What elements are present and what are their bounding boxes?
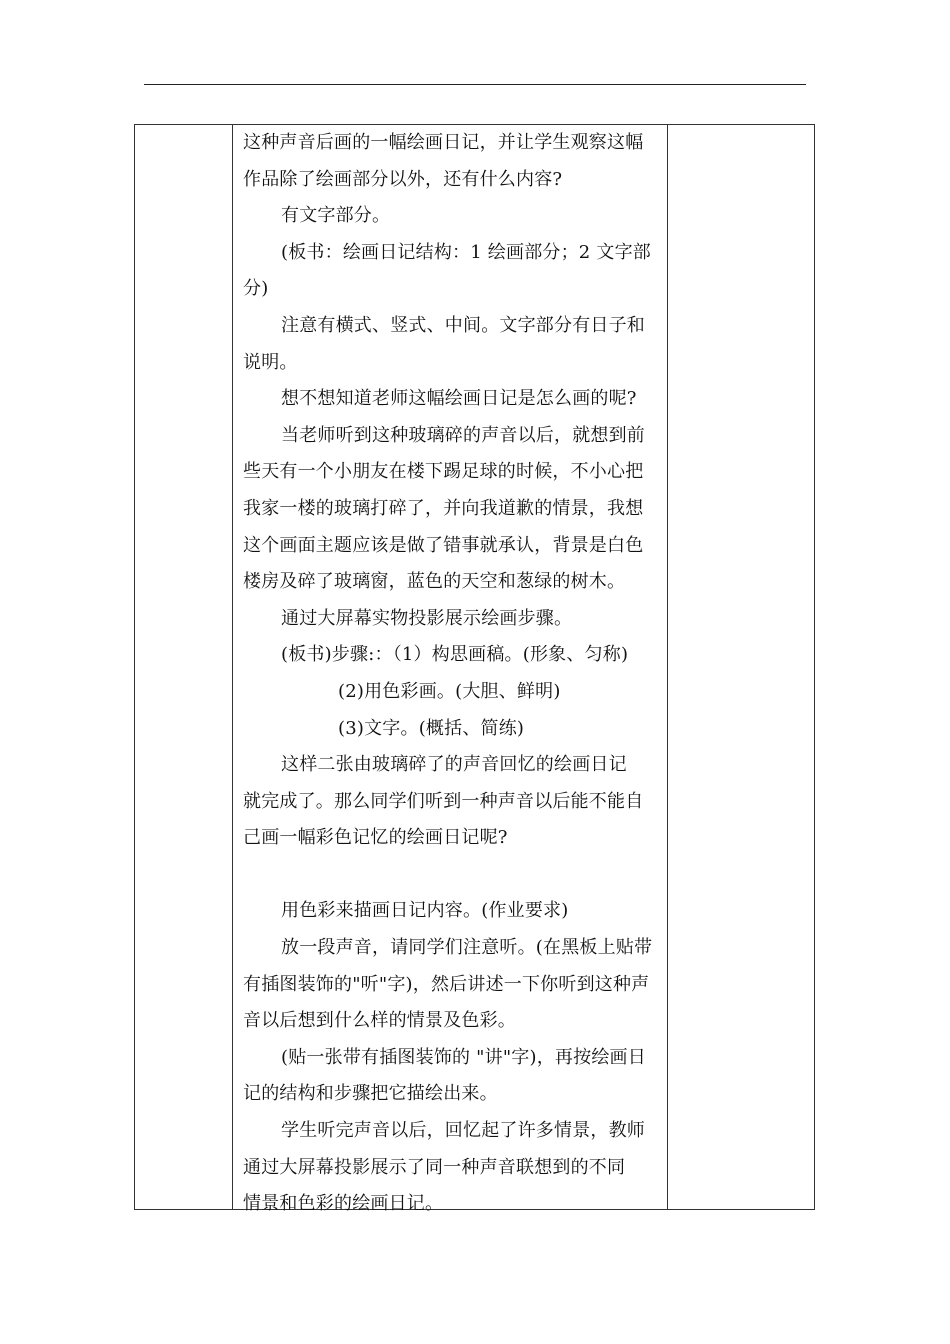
text-line: 我家一楼的玻璃打碎了，并向我道歉的情景，我想 (243, 497, 644, 519)
teaching-process-cell (243, 125, 661, 1223)
text-line: 情景和色彩的绘画日记。 (243, 1193, 444, 1215)
blank-line (243, 857, 661, 894)
text-line: 记的结构和步骤把它描绘出来。 (243, 1083, 498, 1105)
text-line: 楼房及碎了玻璃窗，蓝色的天空和葱绿的树木。 (243, 571, 626, 593)
text-line: 有文字部分。 (281, 205, 391, 227)
text-line: (板书)步骤:：（1）构思画稿。(形象、匀称) (281, 644, 629, 666)
text-line: (贴一张带有插图装饰的 "讲"字)，再按绘画日 (281, 1046, 646, 1068)
lesson-table (134, 124, 815, 1215)
text-line: 想不想知道老师这幅绘画日记是怎么画的呢? (281, 388, 637, 410)
text-line: 这种声音后画的一幅绘画日记，并让学生观察这幅 (243, 132, 644, 153)
text-line: 作品除了绘画部分以外，还有什么内容? (243, 168, 563, 190)
text-line: 就完成了。那么同学们听到一种声音以后能不能自 (243, 790, 644, 812)
text-line: 有插图装饰的"听"字)，然后讲述一下你听到这种声 (243, 973, 650, 995)
text-line: 学生听完声音以后，回忆起了许多情景，教师 (281, 1120, 645, 1142)
text-line: 说明。 (243, 351, 298, 373)
text-line: 这个画面主题应该是做了错事就承认，背景是白色 (243, 534, 644, 556)
text-line: 用色彩来描画日记内容。(作业要求) (281, 900, 569, 922)
text-line: (2)用色彩画。(大胆、鲜明) (338, 680, 561, 702)
text-line: 当老师听到这种玻璃碎的声音以后，就想到前 (281, 424, 645, 446)
column-divider-right (667, 125, 668, 1209)
text-line: 注意有横式、竖式、中间。文字部分有日子和 (281, 314, 645, 336)
text-line: 通过大屏幕投影展示了同一种声音联想到的不同 (243, 1156, 626, 1178)
text-line: 通过大屏幕实物投影展示绘画步骤。 (281, 607, 573, 629)
column-divider-left (232, 125, 233, 1209)
text-line: 这样二张由玻璃碎了的声音回忆的绘画日记 (281, 754, 627, 776)
text-line: 音以后想到什么样的情景及色彩。 (243, 1010, 516, 1032)
text-line: 己画一幅彩色记忆的绘画日记呢? (243, 827, 508, 849)
text-line: 些天有一个小朋友在楼下踢足球的时候，不小心把 (243, 461, 644, 483)
header-rule (144, 84, 806, 85)
text-line: 放一段声音，请同学们注意听。(在黑板上贴带 (281, 937, 653, 959)
text-line: 分) (243, 278, 269, 300)
text-line: (板书：绘画日记结构：1 绘画部分；2 文字部 (281, 241, 651, 263)
text-line: (3)文字。(概括、简练) (338, 717, 525, 739)
